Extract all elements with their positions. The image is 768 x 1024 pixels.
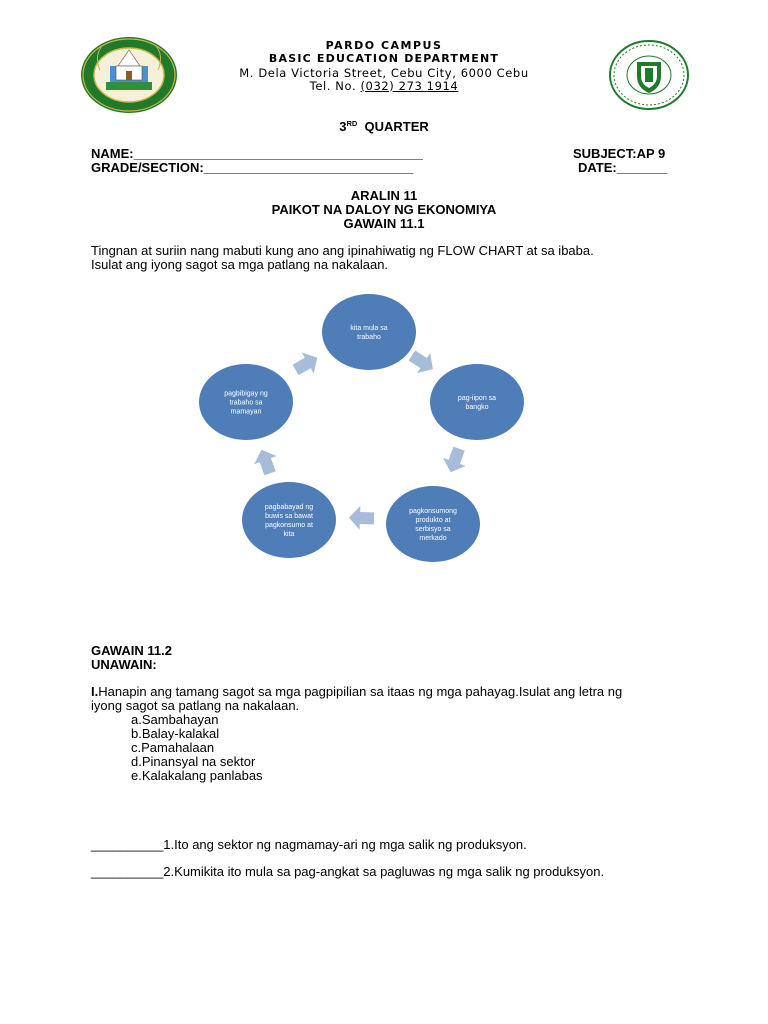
flow-node-label: kita bbox=[283, 531, 295, 538]
aralin-heading: ARALIN 11 bbox=[350, 188, 418, 203]
flow-node-shape bbox=[430, 364, 524, 440]
flow-node-label: trabaho sa bbox=[229, 399, 263, 407]
option-b: b.Balay-kalakal bbox=[131, 726, 220, 741]
name-field: NAME:________________________________________ bbox=[91, 146, 423, 161]
flow-node-label: merkado bbox=[419, 535, 447, 542]
flow-node-label: pagkonsumo at bbox=[265, 522, 313, 529]
flow-node-label: produkto at bbox=[415, 517, 451, 524]
flow-node bbox=[322, 294, 416, 370]
flow-arrow bbox=[349, 506, 375, 531]
right-seal-lettering bbox=[0, 0, 1, 1]
section2-instruction-line-1 bbox=[91, 685, 622, 699]
option-a: a.Sambahayan bbox=[131, 712, 219, 727]
instruction-line-2: Isulat ang iyong sagot sa mga patlang na nakalaan. bbox=[91, 257, 389, 272]
option-d: d.Pinansyal na sektor bbox=[131, 754, 256, 769]
flow-node-label: bangko bbox=[465, 404, 489, 411]
question-2: __________2.Kumikita ito mula sa pag-angkat sa pagluwas ng mga salik ng produksyon. bbox=[91, 864, 605, 879]
flow-chart bbox=[0, 280, 768, 580]
option-c: c.Pamahalaan bbox=[131, 740, 215, 755]
quarter-heading bbox=[0, 119, 768, 134]
subject-field: SUBJECT:AP 9 bbox=[573, 146, 666, 161]
gawain-2-heading: GAWAIN 11.2 bbox=[91, 643, 172, 658]
question-1: __________1.Ito ang sektor ng nagmamay-ari ng mga salik ng produksyon. bbox=[91, 837, 527, 852]
gawain-heading: GAWAIN 11.1 bbox=[343, 216, 425, 231]
quarter-label: QUARTER bbox=[364, 119, 429, 134]
flow-arrow bbox=[405, 345, 439, 379]
flow-node-label: mamayan bbox=[230, 408, 262, 416]
flow-node-shape bbox=[322, 294, 416, 370]
department-name: BASIC EDUCATION DEPARTMENT bbox=[268, 52, 500, 65]
flow-node-label: trabaho bbox=[357, 334, 381, 341]
flow-arrow bbox=[439, 445, 470, 477]
section2-instruction-line-2: iyong sagot sa patlang na nakalaan. bbox=[91, 698, 300, 713]
date-field: DATE:_______ bbox=[578, 160, 668, 175]
instruction-line-1: Tingnan at suriin nang mabuti kung ano ang ipinahiwatig ng FLOW CHART at sa ibaba. bbox=[91, 243, 594, 258]
address: M. Dela Victoria Street, Cebu City, 6000 Cebu bbox=[239, 66, 529, 80]
roman-numeral: I. bbox=[91, 684, 99, 699]
flow-node-label: serbisyo sa bbox=[415, 526, 451, 533]
flow-node-label: pagbabayad ng bbox=[264, 504, 314, 511]
flow-node bbox=[386, 486, 480, 562]
flow-arrow bbox=[250, 446, 281, 478]
unawain-heading: UNAWAIN: bbox=[91, 657, 157, 672]
lesson-title: PAIKOT NA DALOY NG EKONOMIYA bbox=[271, 202, 497, 217]
flow-node-label: pag-iipon sa bbox=[457, 395, 497, 402]
quarter-number: 3 bbox=[339, 119, 347, 134]
quarter-suffix: RD bbox=[346, 119, 358, 128]
tel-number: (032) 273 1914 bbox=[360, 79, 459, 93]
flow-node bbox=[199, 364, 293, 440]
tel-prefix: Tel. No. bbox=[309, 79, 361, 93]
option-e: e.Kalakalang panlabas bbox=[131, 768, 263, 783]
flow-node-label: buwis sa bawat bbox=[265, 513, 313, 520]
flow-node-label: kita mula sa bbox=[350, 325, 388, 332]
flow-node-label: pagbibigay ng bbox=[224, 390, 268, 398]
flow-node-label: pagkonsumong bbox=[409, 508, 457, 515]
flow-node bbox=[242, 482, 336, 558]
flow-arrow bbox=[290, 347, 324, 380]
campus-name: PARDO CAMPUS bbox=[325, 39, 443, 52]
flow-node bbox=[430, 364, 524, 440]
telephone bbox=[0, 79, 768, 93]
flow-node-shape bbox=[386, 486, 480, 562]
section2-instruction-text: Hanapin ang tamang sagot sa mga pagpipilian sa itaas ng mga pahayag.Isulat ang letra ng bbox=[98, 684, 623, 699]
grade-section-field: GRADE/SECTION:_____________________________ bbox=[91, 160, 414, 175]
flow-node-shape bbox=[242, 482, 336, 558]
